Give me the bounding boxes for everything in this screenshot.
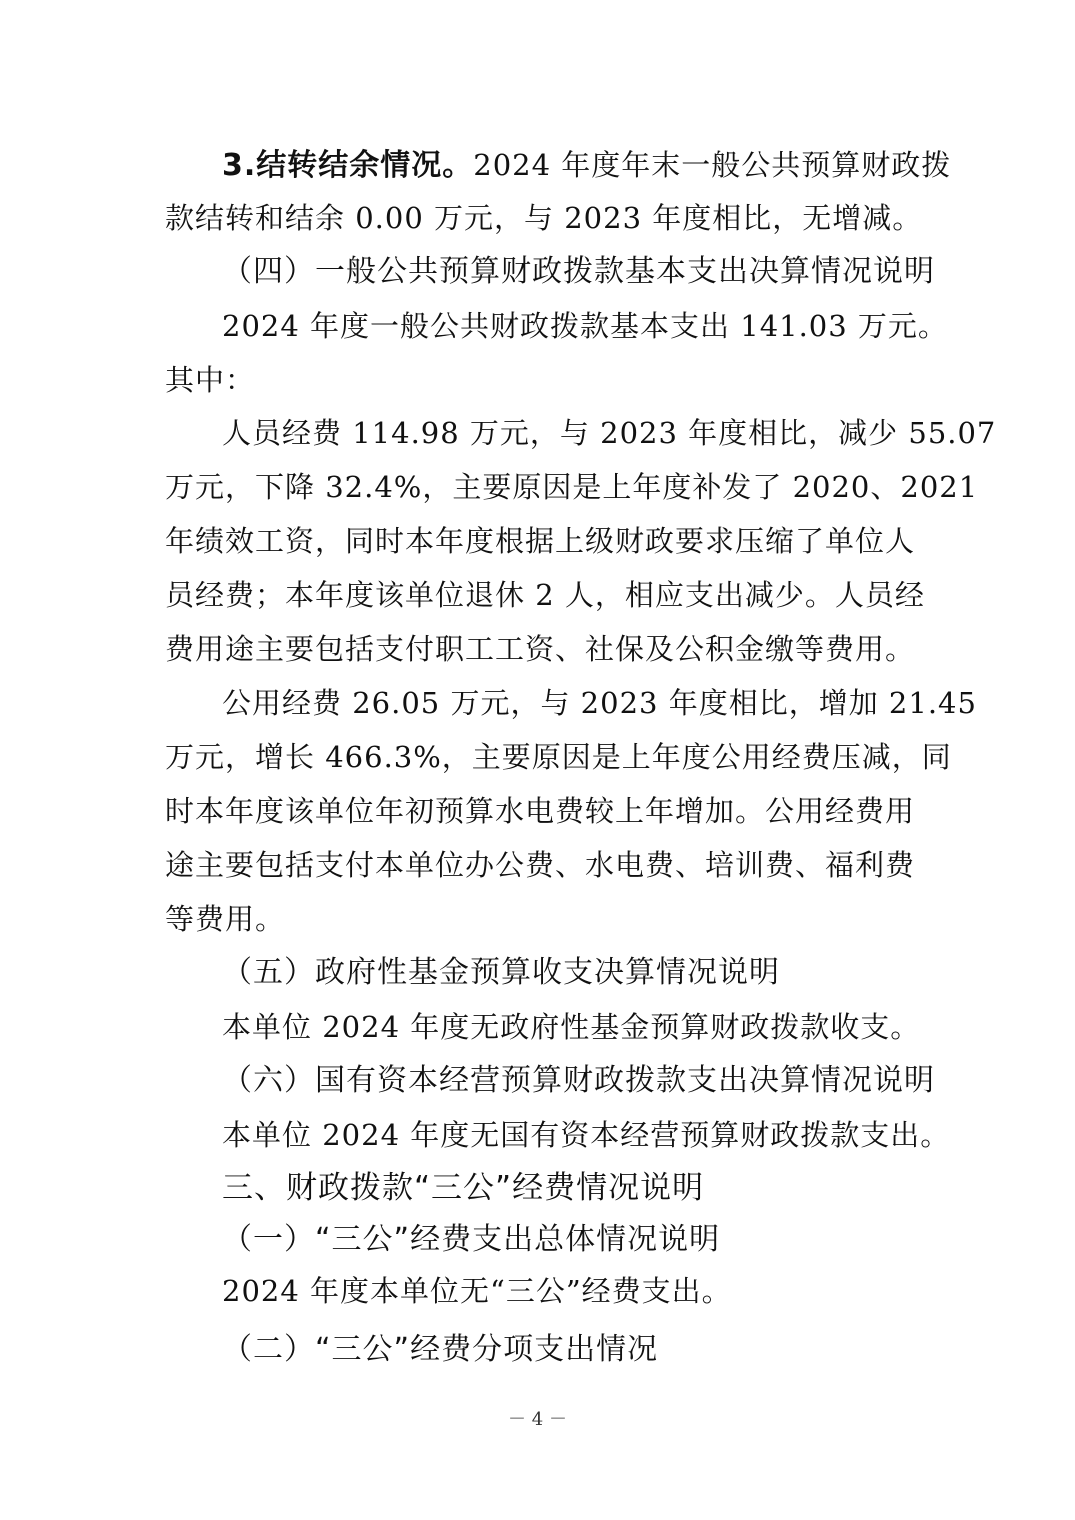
public-line-4: 途主要包括支付本单位办公费、水电费、培训费、福利费	[165, 848, 916, 882]
public-line-2: 万元，增长 466.3%，主要原因是上年度公用经费压减，同	[165, 740, 952, 774]
section-5-body: 本单位 2024 年度无政府性基金预算财政拨款收支。	[222, 1010, 921, 1044]
section-6-heading: （六）国有资本经营预算财政拨款支出决算情况说明	[222, 1063, 935, 1098]
section-5-heading: （五）政府性基金预算收支决算情况说明	[222, 955, 780, 990]
carryover-line-2: 款结转和结余 0.00 万元，与 2023 年度相比，无增减。	[165, 201, 923, 235]
carryover-text: 2024 年度年末一般公共预算财政拨	[473, 148, 952, 182]
public-line-5: 等费用。	[165, 902, 286, 936]
personnel-line-3: 年绩效工资，同时本年度根据上级财政要求压缩了单位人	[165, 524, 916, 558]
section-6-body: 本单位 2024 年度无国有资本经营预算财政拨款支出。	[222, 1118, 951, 1152]
carryover-title: 3.结转结余情况。	[222, 148, 474, 183]
basic-expense-line-2: 其中：	[165, 363, 256, 397]
sub-1-heading: （一）“三公”经费支出总体情况说明	[222, 1222, 721, 1257]
sub-2-heading: （二）“三公”经费分项支出情况	[222, 1332, 659, 1367]
public-line-1: 公用经费 26.05 万元，与 2023 年度相比，增加 21.45	[222, 686, 977, 720]
personnel-line-1: 人员经费 114.98 万元，与 2023 年度相比，减少 55.07	[222, 416, 997, 450]
personnel-line-5: 费用途主要包括支付职工工资、社保及公积金缴等费用。	[165, 632, 916, 666]
sub-1-body: 2024 年度本单位无“三公”经费支出。	[222, 1274, 732, 1308]
carryover-line-1	[222, 145, 951, 186]
public-line-3: 时本年度该单位年初预算水电费较上年增加。公用经费用	[165, 794, 916, 828]
part-3-heading: 三、财政拨款“三公”经费情况说明	[222, 1170, 705, 1206]
personnel-line-2: 万元，下降 32.4%，主要原因是上年度补发了 2020、2021	[165, 470, 979, 504]
page-number: － 4 －	[508, 1409, 567, 1430]
basic-expense-line-1: 2024 年度一般公共财政拨款基本支出 141.03 万元。	[222, 309, 948, 343]
personnel-line-4: 员经费；本年度该单位退休 2 人，相应支出减少。人员经	[165, 578, 925, 612]
section-4-heading: （四）一般公共预算财政拨款基本支出决算情况说明	[222, 254, 935, 289]
